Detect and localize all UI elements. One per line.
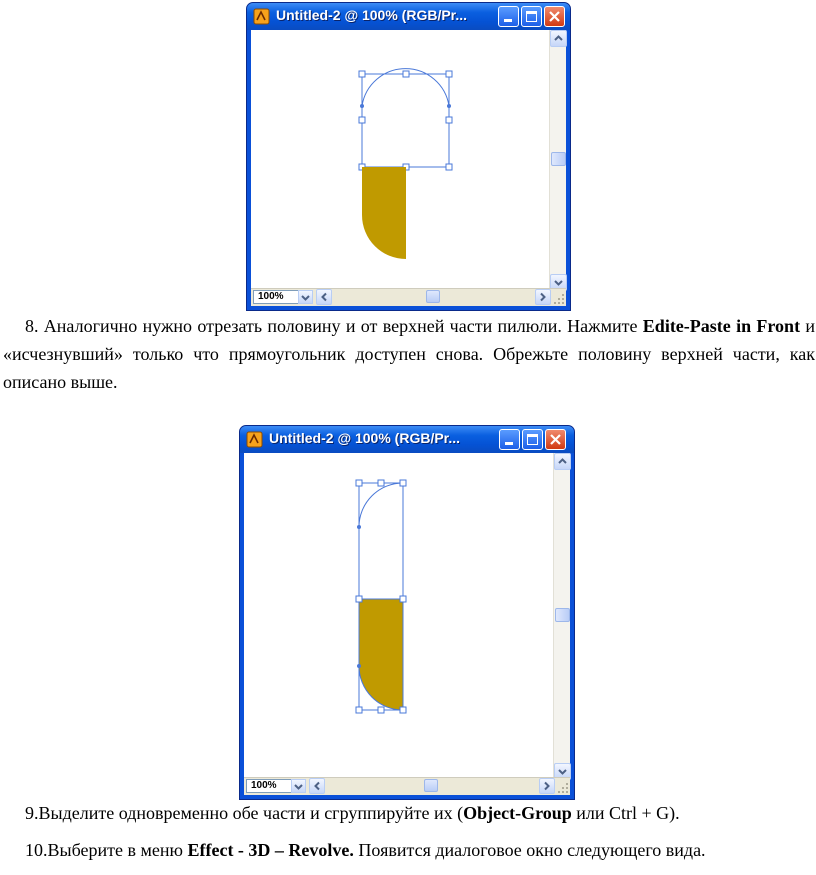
maximize-icon [522, 7, 541, 26]
illustrator-document-window-2 [239, 425, 575, 800]
scroll-left-button[interactable] [316, 289, 332, 305]
horizontal-scroll-thumb[interactable] [424, 779, 438, 792]
scroll-right-button[interactable] [535, 289, 551, 305]
app-icon [253, 8, 270, 25]
illustrator-document-window-1 [246, 2, 571, 311]
scroll-thumb[interactable] [551, 152, 566, 166]
close-icon [545, 7, 564, 26]
top-pill-half-selection[interactable] [359, 69, 452, 170]
artwork [251, 30, 551, 291]
resize-grip-icon[interactable] [556, 781, 570, 795]
artboard-canvas[interactable] [251, 30, 551, 291]
step-9-lead: 9.Выделите одновременно обе части и сгруппируйте их ( [25, 803, 464, 823]
step-10-command: Effect - 3D – Revolve. [187, 840, 354, 860]
vertical-scrollbar[interactable] [553, 453, 570, 780]
step-10-paragraph [25, 836, 815, 864]
top-pill-quarter-selection[interactable] [356, 480, 406, 599]
scroll-left-icon [310, 779, 324, 793]
resize-grip-icon[interactable] [552, 292, 566, 306]
step-9-rest: или Ctrl + G). [571, 803, 680, 823]
status-bar [244, 777, 570, 795]
minimize-icon [500, 430, 519, 449]
step-10-lead: 10.Выберите в меню [25, 840, 188, 860]
artboard-canvas[interactable] [244, 453, 555, 780]
scroll-left-button[interactable] [309, 778, 325, 794]
zoom-value: 100% [251, 780, 277, 791]
step-8-paragraph [3, 312, 815, 396]
scroll-thumb[interactable] [555, 608, 570, 622]
zoom-dropdown-button[interactable] [298, 290, 313, 304]
vertical-scrollbar[interactable] [549, 30, 566, 291]
close-icon [546, 430, 565, 449]
scroll-up-icon [555, 454, 570, 469]
bottom-pill-half[interactable] [359, 599, 403, 710]
minimize-button[interactable] [499, 429, 520, 450]
maximize-button[interactable] [522, 429, 543, 450]
window-title-bar[interactable] [240, 426, 574, 453]
chevron-down-icon [299, 292, 312, 304]
zoom-value: 100% [258, 291, 284, 302]
scroll-right-button[interactable] [539, 778, 555, 794]
horizontal-scroll-thumb[interactable] [426, 290, 440, 303]
step-10-rest: Появится диалоговое окно следующего вида. [353, 840, 706, 860]
step-9-paragraph [25, 799, 815, 827]
minimize-icon [499, 7, 518, 26]
step-8-lead: 8. Аналогично нужно отрезать половину и от верхней части пилюли. Нажмите [25, 316, 643, 336]
status-bar [251, 288, 566, 306]
window-title: Untitled-2 @ 100% (RGB/Pr... [269, 430, 461, 446]
scroll-right-icon [540, 779, 554, 793]
app-icon [246, 431, 263, 448]
minimize-button[interactable] [498, 6, 519, 27]
chevron-down-icon [292, 781, 305, 793]
step-8-rest: и «исчезнувший» только что прямоугольник доступен снова. Обрежьте половину верхней части, как описано выше. [3, 316, 815, 392]
window-client [251, 30, 566, 306]
maximize-icon [523, 430, 542, 449]
scroll-left-icon [317, 290, 331, 304]
scroll-up-button[interactable] [554, 453, 571, 470]
zoom-select[interactable] [253, 290, 313, 304]
close-button[interactable] [545, 429, 566, 450]
scroll-up-icon [551, 31, 566, 46]
window-title-bar[interactable] [247, 3, 570, 30]
close-button[interactable] [544, 6, 565, 27]
window-title: Untitled-2 @ 100% (RGB/Pr... [276, 7, 468, 23]
step-9-command: Object-Group [463, 803, 572, 823]
scroll-up-button[interactable] [550, 30, 567, 47]
zoom-dropdown-button[interactable] [291, 779, 306, 793]
window-client [244, 453, 570, 795]
bottom-pill-half-selection[interactable] [356, 596, 406, 713]
bottom-pill-half[interactable] [362, 167, 406, 259]
maximize-button[interactable] [521, 6, 542, 27]
zoom-select[interactable] [246, 779, 306, 793]
artwork [244, 453, 555, 780]
scroll-right-icon [536, 290, 550, 304]
step-8-command: Edite-Paste in Front [642, 316, 801, 336]
